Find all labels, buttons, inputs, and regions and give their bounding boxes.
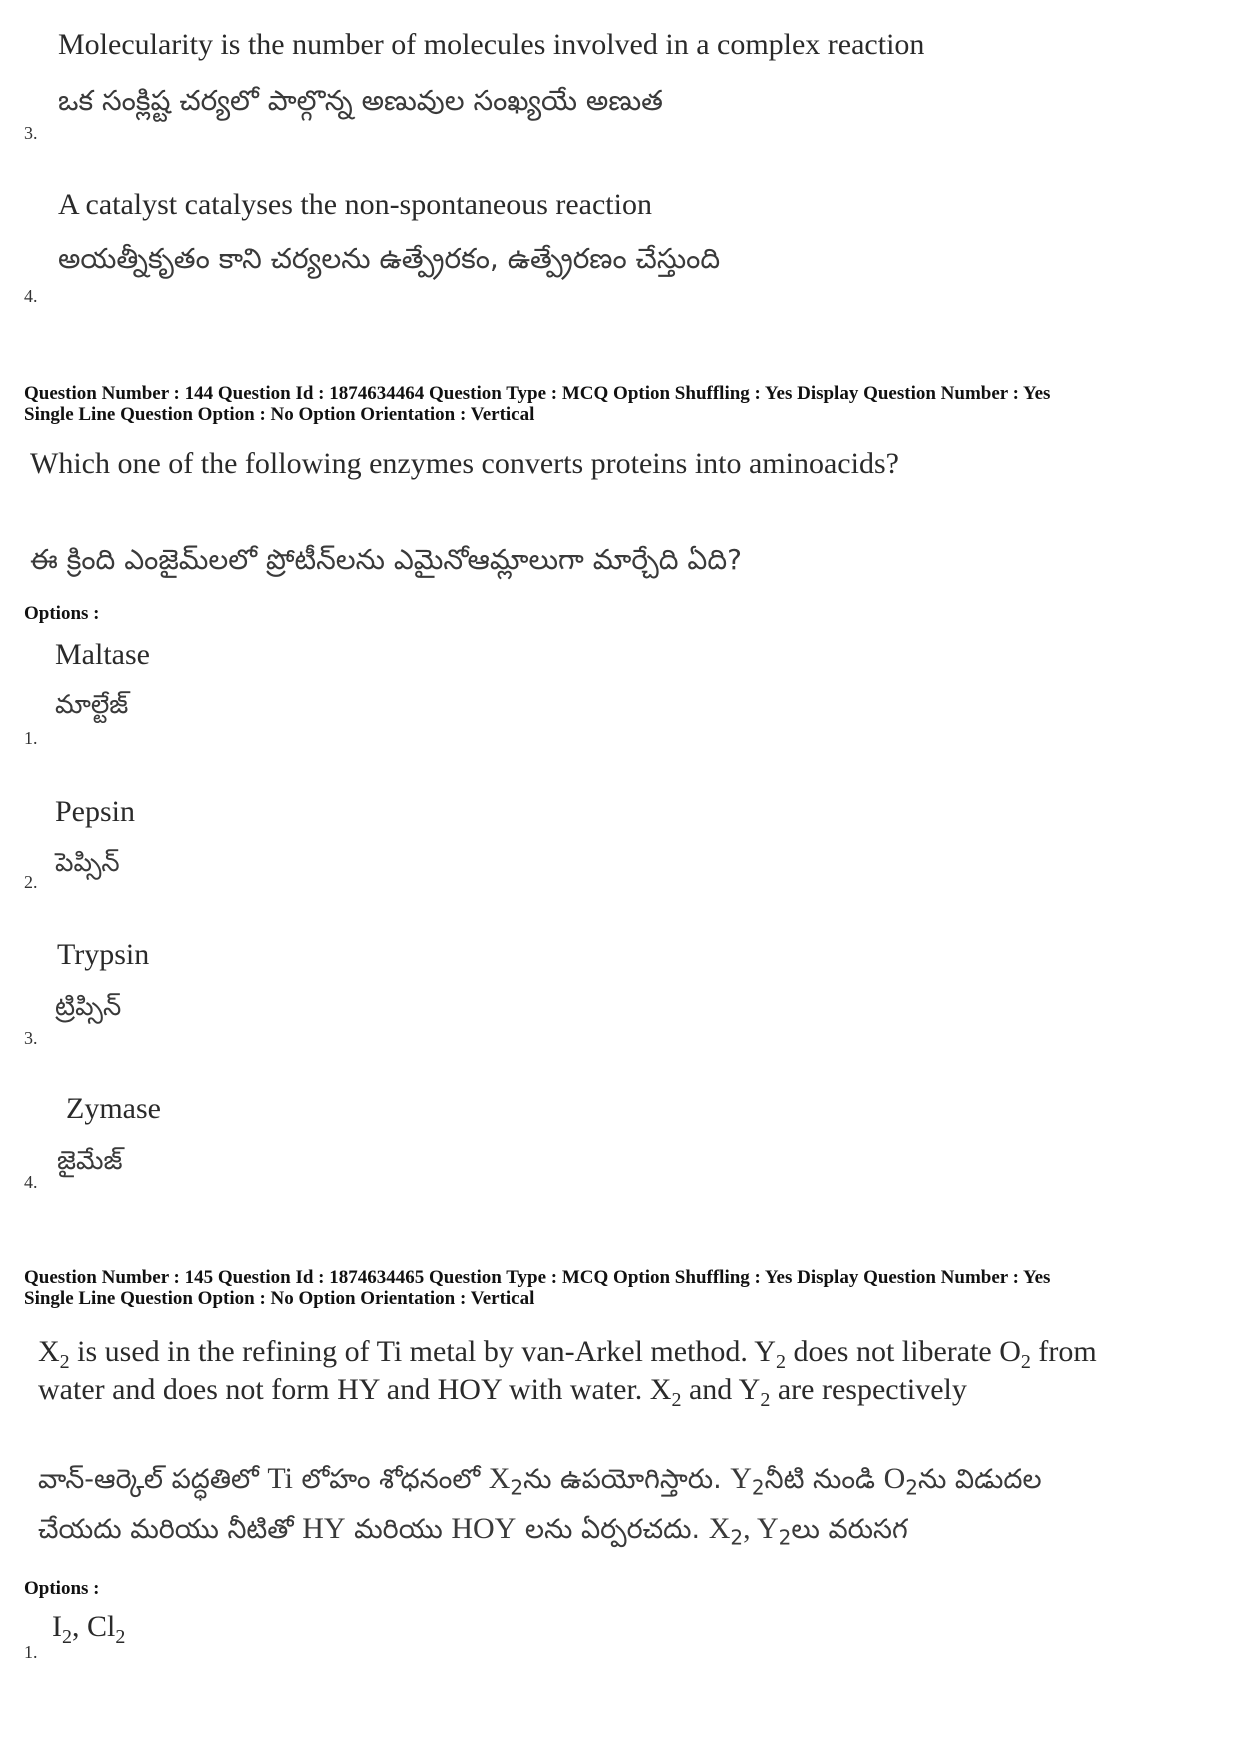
q145-option-1-number: 1. [24, 1642, 38, 1662]
q145-meta-line-1: Question Number : 145 Question Id : 1874634465 Question Type : MCQ Option Shuffling : Yes Display Question Number : Yes [24, 1267, 1051, 1288]
q145-question-telugu-line-2: చేయదు మరియు నీటితో HY మరియు HOY లను ఏర్పరచదు. $X_2$, $Y_2లు$ వరుసగ [38, 1512, 908, 1550]
q144-option-2-telugu: పెప్సిన్ [55, 848, 120, 878]
q144-option-1-english: Maltase [55, 638, 150, 671]
q144-option-1-telugu: మాల్టేజ్ [55, 690, 129, 720]
prev-option-3-english: Molecularity is the number of molecules involved in a complex reaction [58, 28, 925, 61]
q144-option-1-number: 1. [24, 728, 38, 748]
q144-meta-line-2: Single Line Question Option : No Option Orientation : Vertical [24, 404, 535, 425]
q144-options-label: Options : [24, 603, 100, 624]
q144-option-4-english: Zymase [66, 1092, 161, 1125]
q145-question-telugu-line-1: వాన్-ఆర్కెల్ పద్ధతిలో Ti లోహం శోధనంలో $X_2ను$ ఉపయోగిస్తారు. $Y_2నీటి$ నుండి $O_2ను$ విడుదల [38, 1462, 1042, 1500]
q144-question-english: Which one of the following enzymes converts proteins into aminoacids? [30, 447, 899, 480]
q144-option-3-telugu: ట్రిప్సిన్ [55, 992, 122, 1022]
q144-question-telugu: ఈ క్రింది ఎంజైమ్‌లలో ప్రోటీన్‌లను ఎమైనోఆమ్లాలుగా మార్చేది ఏది? [30, 543, 742, 576]
q144-option-2-number: 2. [24, 872, 38, 892]
q144-option-4-number: 4. [24, 1172, 38, 1192]
q145-question-english-line-2: water and does not form HY and HOY with water. $X_2$ and $Y_2$ are respectively [38, 1373, 967, 1411]
q145-meta-line-2: Single Line Question Option : No Option Orientation : Vertical [24, 1288, 535, 1309]
prev-option-4-english: A catalyst catalyses the non-spontaneous reaction [58, 188, 652, 221]
prev-option-3-number: 3. [24, 123, 38, 143]
prev-option-3-telugu: ఒక సంక్లిష్ట చర్యలో పాల్గొన్న అణువుల సంఖ్యయే అణుత [58, 84, 663, 117]
prev-option-4-telugu: అయత్నీకృతం కాని చర్యలను ఉత్ప్రేరకం, ఉత్ప్రేరణం చేస్తుంది [58, 242, 721, 275]
q145-options-label: Options : [24, 1578, 100, 1599]
q144-option-3-number: 3. [24, 1028, 38, 1048]
q145-question-english-line-1: $X_2$ is used in the refining of Ti metal by van-Arkel method. $Y_2$ does not liberate $O_2$ from [38, 1335, 1097, 1373]
prev-option-4-number: 4. [24, 286, 38, 306]
q145-option-1-text: $I_2$, $Cl_2$ [52, 1610, 126, 1648]
q144-meta-line-1: Question Number : 144 Question Id : 1874634464 Question Type : MCQ Option Shuffling : Yes Display Question Number : Yes [24, 383, 1051, 404]
q144-option-2-english: Pepsin [55, 795, 136, 828]
q144-option-4-telugu: జైమేజ్ [57, 1146, 123, 1176]
q144-option-3-english: Trypsin [57, 938, 150, 971]
